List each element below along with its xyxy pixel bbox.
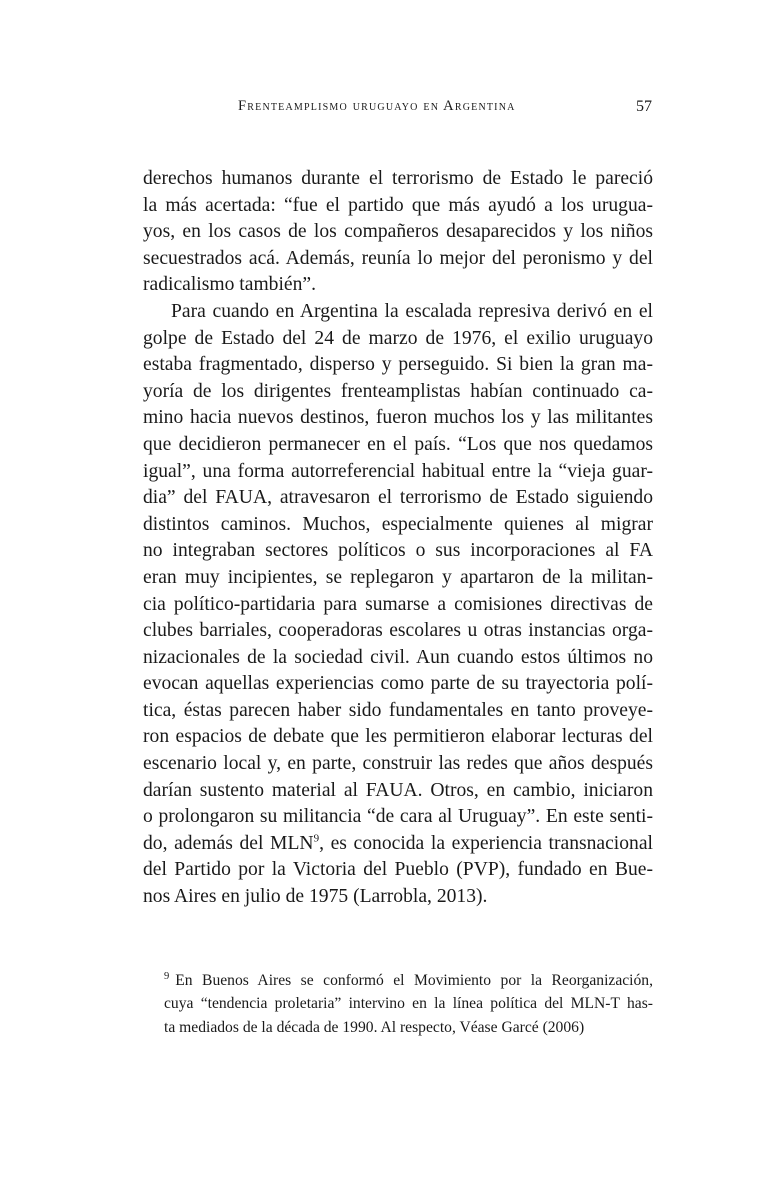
text-line: igual”, una forma autorreferencial habitual entre la “vieja guar-	[143, 460, 653, 482]
text-line: evocan aquellas experiencias como parte de su trayectoria polí-	[143, 673, 653, 695]
text-line: mino hacia nuevos destinos, fueron muchos los y las militantes	[143, 407, 653, 429]
text-line: darían sustento material al FAUA. Otros, en cambio, iniciaron	[143, 779, 653, 801]
text-segment: do, además del MLN	[143, 832, 314, 854]
text-line: que decidieron permanecer en el país. “Los que nos quedamos	[143, 433, 653, 455]
text-line: golpe de Estado del 24 de marzo de 1976, el exilio uruguayo	[143, 327, 653, 349]
text-segment: , es conocida la experiencia transnacional	[319, 832, 653, 854]
text-line: distintos caminos. Muchos, especialmente quienes al migrar	[143, 513, 653, 535]
text-line: estaba fragmentado, disperso y perseguido. Si bien la gran ma-	[143, 354, 653, 376]
text-line-with-footnote-ref	[143, 831, 653, 858]
text-line: del Partido por la Victoria del Pueblo (PVP), fundado en Bue-	[143, 859, 653, 881]
running-header	[0, 98, 765, 122]
running-title: Frenteamplismo uruguayo en Argentina	[238, 98, 516, 114]
text-line: ron espacios de debate que les permitieron elaborar lecturas del	[143, 726, 653, 748]
body-text	[143, 166, 653, 911]
footnote-line: cuya “tendencia proletaria” intervino en la línea política del MLN-T has-	[164, 995, 653, 1013]
text-line: nizacionales de la sociedad civil. Aun cuando estos últimos no	[143, 646, 653, 668]
text-line: o prolongaron su militancia “de cara al Uruguay”. En este senti-	[143, 806, 653, 828]
footnote	[164, 969, 653, 1039]
text-line: radicalismo también”.	[143, 274, 317, 296]
text-line: tica, éstas parecen haber sido fundamentales en tanto proveye-	[143, 699, 653, 721]
page-number: 57	[636, 98, 652, 115]
text-line: clubes barriales, cooperadoras escolares u otras instancias orga-	[143, 620, 653, 642]
footnote-marker: 9	[164, 970, 170, 982]
text-line: secuestrados acá. Además, reunía lo mejor del peronismo y del	[143, 247, 653, 269]
text-line: derechos humanos durante el terrorismo de Estado le pareció	[143, 168, 653, 189]
paragraph-first-line: Para cuando en Argentina la escalada represiva derivó en el	[171, 300, 653, 322]
text-line: dia” del FAUA, atravesaron el terrorismo de Estado siguiendo	[143, 487, 653, 509]
footnote-text: En Buenos Aires se conformó el Movimiento por la Reorganización,	[175, 972, 653, 989]
text-line: cia político-partidaria para sumarse a comisiones directivas de	[143, 593, 653, 615]
footnote-line	[164, 969, 653, 992]
text-line: eran muy incipientes, se replegaron y apartaron de la militan-	[143, 566, 653, 588]
footnote-line: ta mediados de la década de 1990. Al respecto, Véase Garcé (2006)	[164, 1018, 585, 1036]
footnote-reference[interactable]: 9	[313, 832, 320, 845]
text-line: escenario local y, en parte, construir las redes que años después	[143, 753, 653, 775]
text-line: yoría de los dirigentes frenteamplistas habían continuado ca-	[143, 380, 653, 402]
text-line: no integraban sectores políticos o sus incorporaciones al FA	[143, 540, 653, 562]
text-line: nos Aires en julio de 1975 (Larrobla, 2013).	[143, 886, 488, 908]
text-line: yos, en los casos de los compañeros desaparecidos y los niños	[143, 221, 653, 243]
text-line: la más acertada: “fue el partido que más ayudó a los urugua-	[143, 194, 653, 216]
